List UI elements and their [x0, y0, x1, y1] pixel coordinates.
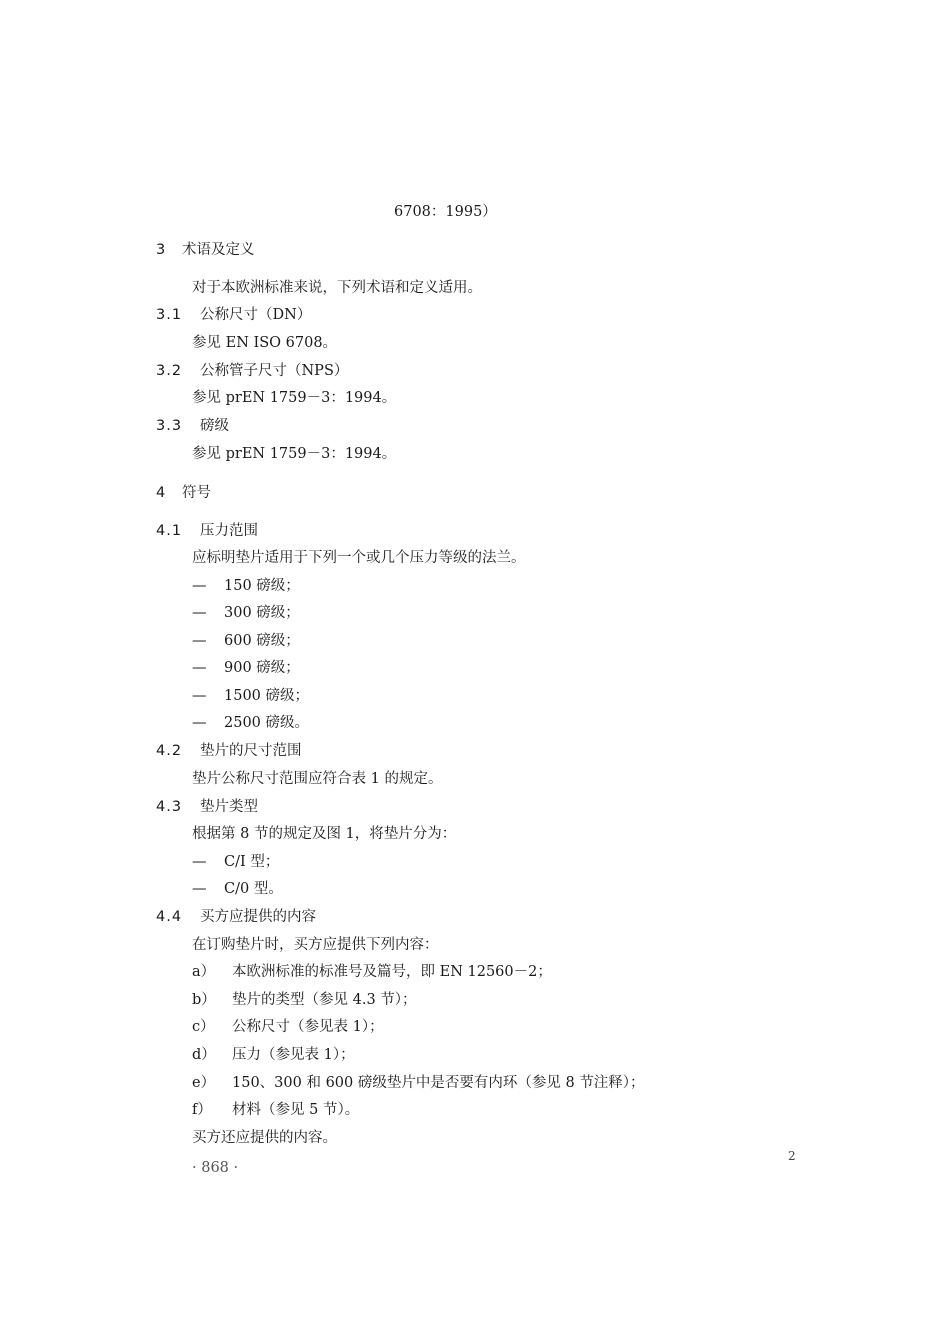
- section-3-heading: [156, 240, 255, 260]
- list-label: b）: [192, 992, 216, 1008]
- continued-reference: 6708：1995）: [394, 204, 497, 220]
- section-4-4-closing: 买方还应提供的内容。: [192, 1130, 337, 1146]
- section-number: 3.3: [156, 418, 183, 434]
- section-number: 4: [156, 485, 167, 501]
- list-item: [192, 1100, 359, 1120]
- list-item: [192, 686, 309, 706]
- list-item: [192, 576, 300, 596]
- section-title: 符号: [182, 485, 211, 501]
- list-dash: —: [192, 854, 207, 870]
- list-item-text: 150、300 和 600 磅级垫片中是否要有内环（参见 8 节注释）；: [232, 1075, 645, 1091]
- section-number: 3.2: [156, 363, 183, 379]
- list-dash: —: [192, 605, 207, 621]
- list-item-text: 900 磅级；: [224, 660, 300, 676]
- section-number: 4.2: [156, 743, 183, 759]
- section-4-4-intro: 在订购垫片时，买方应提供下列内容：: [192, 937, 439, 953]
- section-3-3-heading: [156, 416, 229, 436]
- list-item-text: 150 磅级；: [224, 578, 300, 594]
- page-number: 2: [788, 1149, 796, 1163]
- section-number: 3: [156, 242, 167, 258]
- list-item: [192, 852, 279, 872]
- list-dash: —: [192, 881, 207, 897]
- section-3-intro: 对于本欧洲标准来说，下列术语和定义适用。: [192, 280, 482, 296]
- section-title: 公称管子尺寸（NPS）: [200, 363, 349, 379]
- list-item: [192, 631, 300, 651]
- list-item-text: 压力（参见表 1）；: [232, 1047, 355, 1063]
- section-title: 术语及定义: [182, 242, 255, 258]
- list-item-text: 材料（参见 5 节）。: [232, 1102, 360, 1118]
- list-item: [192, 962, 552, 982]
- cut-footer-text: · 868 ·: [192, 1160, 239, 1176]
- list-dash: —: [192, 578, 207, 594]
- section-3-3-text: 参见 prEN 1759－3：1994。: [192, 446, 397, 462]
- section-title: 磅级: [200, 418, 229, 434]
- list-label: a）: [192, 964, 216, 980]
- list-item: [192, 1045, 355, 1065]
- list-item: [192, 1017, 384, 1037]
- section-number: 4.4: [156, 909, 183, 925]
- list-item-text: 公称尺寸（参见表 1）；: [232, 1019, 384, 1035]
- list-item-text: 300 磅级；: [224, 605, 300, 621]
- section-number: 4.3: [156, 799, 183, 815]
- list-item-text: C/0 型。: [224, 881, 283, 897]
- section-4-3-intro: 根据第 8 节的规定及图 1，将垫片分为：: [192, 826, 457, 842]
- section-title: 压力范围: [200, 523, 258, 539]
- list-item-text: 垫片的类型（参见 4.3 节）；: [232, 992, 417, 1008]
- section-3-2-text: 参见 prEN 1759－3：1994。: [192, 390, 397, 406]
- list-item: [192, 879, 283, 899]
- list-label: f）: [192, 1102, 212, 1118]
- section-3-1-heading: [156, 305, 311, 325]
- section-4-2-text: 垫片公称尺寸范围应符合表 1 的规定。: [192, 771, 443, 787]
- list-dash: —: [192, 633, 207, 649]
- list-item: [192, 658, 300, 678]
- list-item: [192, 1073, 645, 1093]
- section-number: 4.1: [156, 523, 183, 539]
- section-3-2-heading: [156, 361, 348, 381]
- section-4-1-intro: 应标明垫片适用于下列一个或几个压力等级的法兰。: [192, 550, 526, 566]
- list-label: e）: [192, 1075, 216, 1091]
- list-label: c）: [192, 1019, 215, 1035]
- section-4-4-heading: [156, 907, 316, 927]
- list-item-text: C/I 型；: [224, 854, 280, 870]
- section-4-1-heading: [156, 521, 258, 541]
- list-item: [192, 713, 309, 733]
- list-item-text: 2500 磅级。: [224, 715, 310, 731]
- section-title: 垫片的尺寸范围: [200, 743, 302, 759]
- list-item-text: 本欧洲标准的标准号及篇号，即 EN 12560－2；: [232, 964, 552, 980]
- section-title: 公称尺寸（DN）: [200, 307, 312, 323]
- list-item: [192, 603, 300, 623]
- list-dash: —: [192, 715, 207, 731]
- section-4-3-heading: [156, 797, 258, 817]
- section-title: 垫片类型: [200, 799, 258, 815]
- list-item: [192, 990, 417, 1010]
- section-title: 买方应提供的内容: [200, 909, 316, 925]
- list-dash: —: [192, 660, 207, 676]
- list-item-text: 1500 磅级；: [224, 688, 310, 704]
- section-4-2-heading: [156, 741, 302, 761]
- list-label: d）: [192, 1047, 216, 1063]
- list-dash: —: [192, 688, 207, 704]
- section-number: 3.1: [156, 307, 183, 323]
- section-4-heading: [156, 483, 211, 503]
- list-item-text: 600 磅级；: [224, 633, 300, 649]
- section-3-1-text: 参见 EN ISO 6708。: [192, 335, 338, 351]
